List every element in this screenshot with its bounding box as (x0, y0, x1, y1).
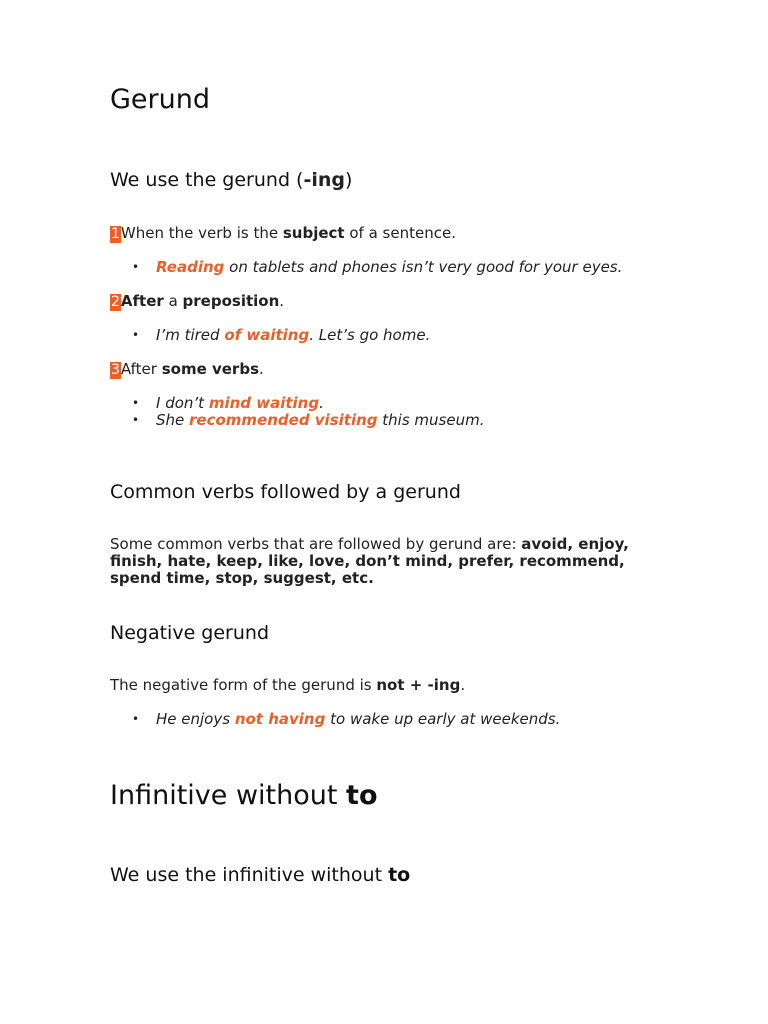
example-text: to wake up early at weekends. (325, 710, 561, 728)
rule-text: a (163, 292, 183, 310)
rule-bold: preposition (182, 292, 280, 310)
gerund-title: Gerund (110, 84, 210, 115)
gerund-use-heading (110, 168, 352, 192)
highlight-phrase: recommended visiting (189, 411, 378, 429)
bullet-icon: • (132, 413, 140, 427)
negative-examples (110, 711, 560, 728)
example-text: . Let’s go home. (309, 326, 431, 344)
heading-text: We use the gerund ( (110, 169, 304, 191)
verb-list: finish, hate, keep, like, love, don’t mind, prefer, recommend, (110, 552, 625, 570)
example-text: . (319, 394, 324, 412)
rule-3-examples (110, 395, 484, 429)
rule-bold: not + -ing (376, 676, 461, 694)
example-item (132, 710, 561, 728)
example-text: I don’t (156, 394, 209, 412)
highlight-phrase: mind waiting (208, 394, 320, 412)
paragraph-text: The negative form of the gerund is (110, 676, 377, 694)
rule-bold: After (120, 292, 164, 310)
negative-gerund-heading: Negative gerund (110, 622, 270, 644)
rule-1 (110, 225, 456, 243)
infinitive-use-heading (110, 863, 410, 887)
rule-bold: subject (282, 224, 345, 242)
rule-3 (110, 361, 264, 379)
paragraph-text: . (460, 676, 466, 694)
example-item (132, 258, 623, 276)
example-text: He enjoys (156, 710, 235, 728)
example-item (132, 394, 484, 412)
rule-number-badge: 1 (111, 226, 120, 242)
example-text: She (156, 411, 190, 429)
heading-text: We use the infinitive without (110, 864, 389, 886)
title-text: Infinitive without (110, 780, 347, 811)
heading-bold: to (388, 864, 411, 886)
heading-text-end: ) (344, 169, 353, 191)
rule-2-examples (110, 327, 430, 344)
bullet-icon: • (132, 260, 140, 274)
common-verbs-text (110, 536, 629, 587)
rule-text: When the verb is the (120, 224, 283, 242)
highlight-phrase: Reading (156, 258, 225, 276)
example-item (132, 326, 431, 344)
title-bold: to (346, 780, 378, 811)
highlight-phrase: of waiting (224, 326, 310, 344)
rule-1-examples (110, 259, 622, 276)
verb-list: avoid, enjoy, (521, 535, 629, 553)
bullet-icon: • (132, 396, 140, 410)
negative-gerund-text (110, 677, 465, 694)
rule-bold: some verbs (161, 360, 259, 378)
example-text: this museum. (377, 411, 485, 429)
rule-number-badge: 2 (111, 294, 120, 310)
heading-bold: -ing (303, 169, 345, 191)
rule-text: . (259, 360, 264, 378)
rule-text: of a sentence. (344, 224, 456, 242)
infinitive-title (110, 780, 378, 812)
paragraph-text: Some common verbs that are followed by gerund are: (110, 535, 522, 553)
highlight-phrase: not having (234, 710, 326, 728)
rule-number-badge: 3 (111, 362, 120, 378)
rule-2 (110, 293, 284, 311)
example-item (132, 411, 485, 429)
bullet-icon: • (132, 712, 140, 726)
rule-text: After (120, 360, 162, 378)
bullet-icon: • (132, 328, 140, 342)
example-text: on tablets and phones isn’t very good for your eyes. (224, 258, 623, 276)
rule-text: . (279, 292, 285, 310)
verb-list: spend time, stop, suggest, etc. (110, 569, 374, 587)
example-text: I’m tired (156, 326, 225, 344)
common-verbs-heading: Common verbs followed by a gerund (110, 481, 461, 503)
